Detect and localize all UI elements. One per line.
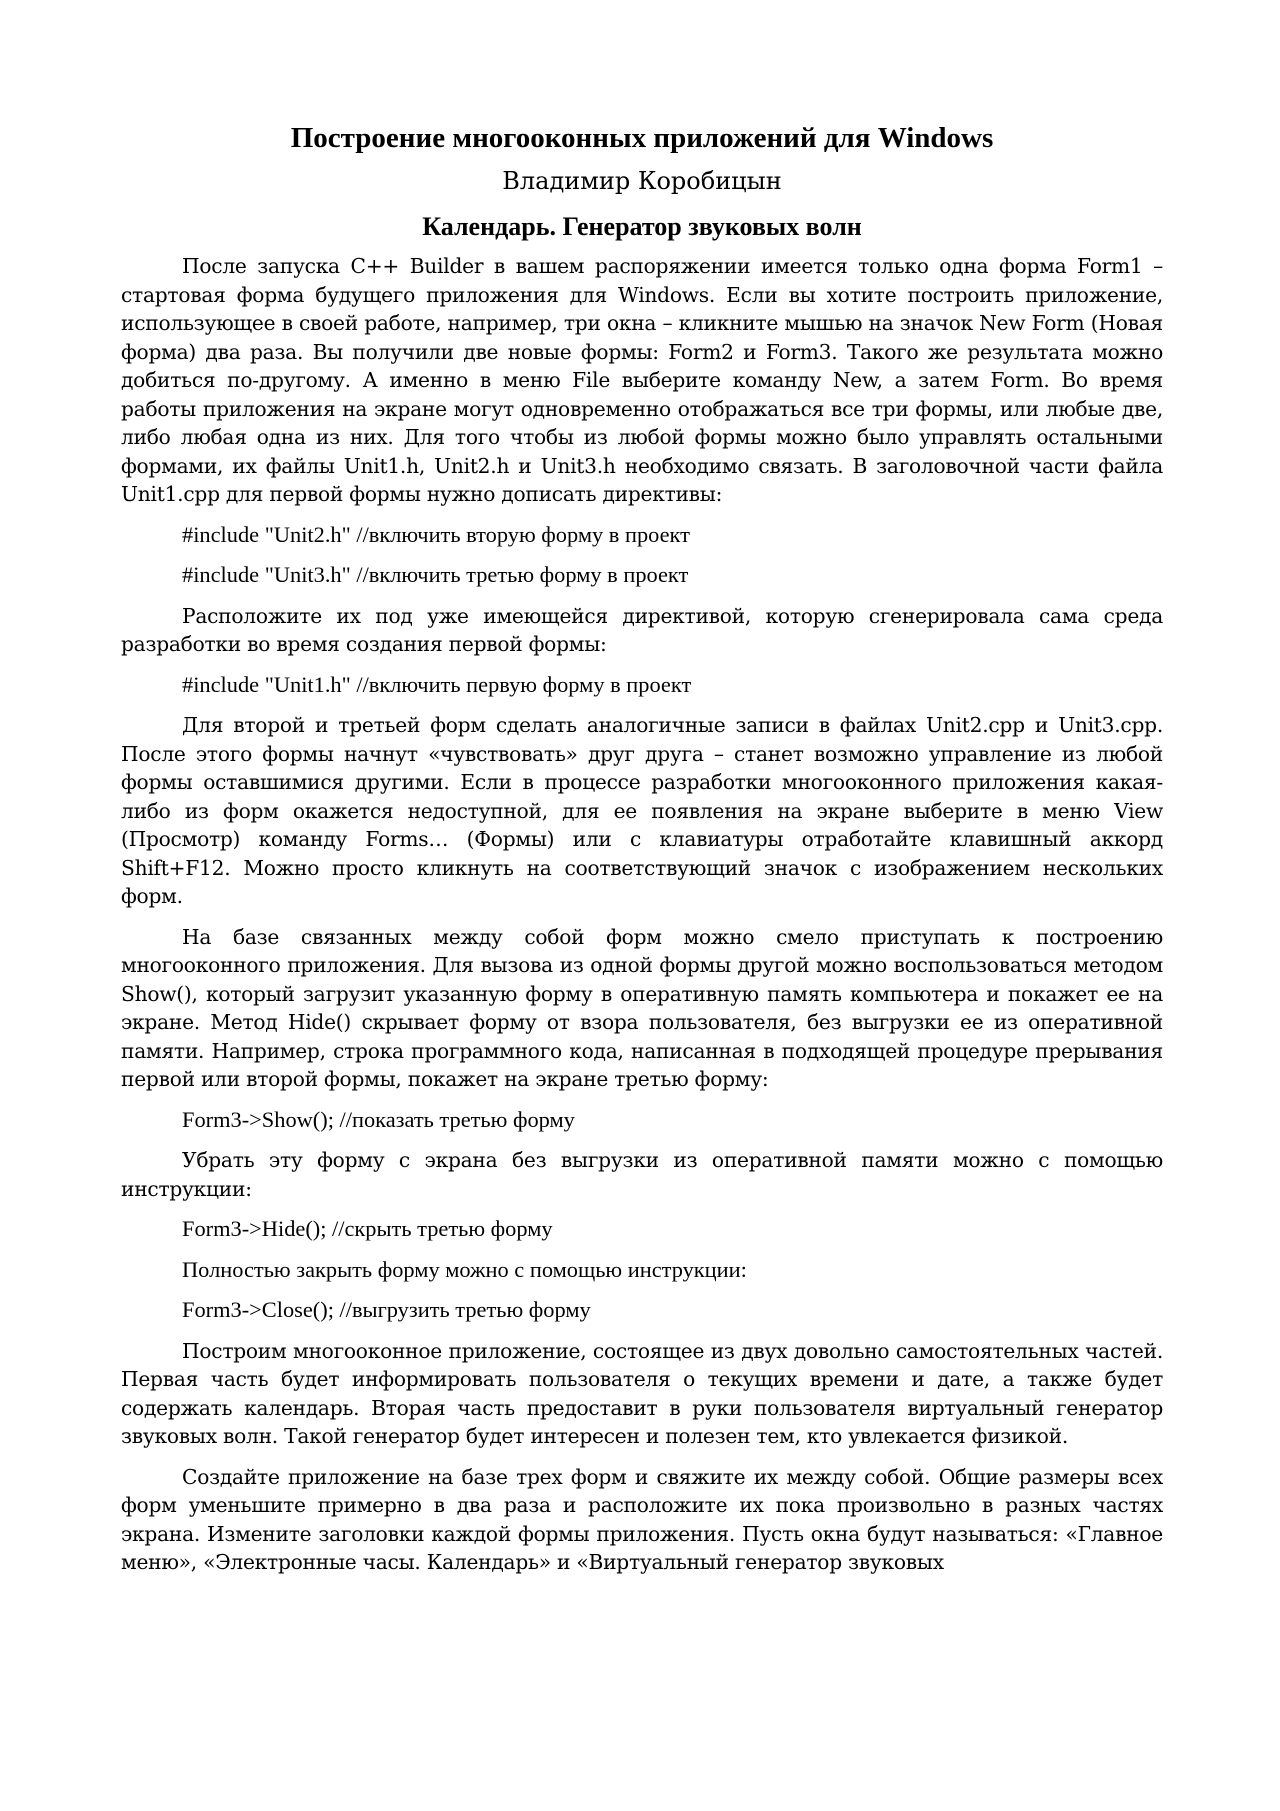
code-line: #include "Unit1.h" //включить первую форму в проект <box>182 671 692 697</box>
code-line: Form3->Close(); //выгрузить третью форму <box>182 1297 591 1322</box>
body-paragraph: Создайте приложение на базе трех форм и свяжите их между собой. Общие размеры всех форм уменьшите примерно в два раза и расположите их пока произвольно в разных частях экрана. Измените заголовки каждой формы приложения. Пусть окна будут называться: «Главное меню», «Электронные часы. Календарь» и «Виртуальный генератор звуковых <box>121 1464 1163 1574</box>
code-line: #include "Unit2.h" //включить вторую форму в проект <box>182 521 690 547</box>
code-line: Form3->Hide(); //скрыть третью форму <box>182 1216 553 1241</box>
document-title: Построение многооконных приложений для Windows <box>290 122 994 154</box>
body-paragraph: Расположите их под уже имеющейся директивой, которую сгенерировала сама среда разработки во время создания первой формы: <box>121 603 1163 656</box>
code-line: Form3->Show(); //показать третью форму <box>182 1106 575 1132</box>
document-page <box>121 118 1163 1589</box>
body-paragraph: Убрать эту форму с экрана без выгрузки из оперативной памяти можно с помощью инструкции: <box>121 1148 1163 1201</box>
section-title: Календарь. Генератор звуковых волн <box>422 212 862 241</box>
document-author: Владимир Коробицын <box>502 167 782 195</box>
body-paragraph: Для второй и третьей форм сделать аналогичные записи в файлах Unit2.cpp и Unit3.cpp. После этого формы начнут «чувствовать» друг друга – станет возможно управление из любой формы оставшимися другими. Если в процессе разработки многооконного приложения какая-либо из форм окажется недоступной, для ее появления на экране выберите в меню View (Просмотр) команду Forms… (Формы) или с клавиатуры отработайте клавишный аккорд Shift+F12. Можно просто кликнуть на соответствующий значок с изображением нескольких форм. <box>121 713 1163 908</box>
document-body <box>121 252 1163 1577</box>
code-line: Полностью закрыть форму можно с помощью инструкции: <box>182 1256 747 1282</box>
body-paragraph: После запуска C++ Builder в вашем распоряжении имеется только одна форма Form1 – стартовая форма будущего приложения для Windows. Если вы хотите построить приложение, использующее в своей работе, например, три окна – кликните мышью на значок New Form (Новая форма) два раза. Вы получили две новые формы: Form2 и Form3. Такого же результата можно добиться по-другому. А именно в меню File выберите команду New, а затем Form. Во время работы приложения на экране могут одновременно отображаться все три формы, или любые две, либо любая одна из них. Для того чтобы из любой формы можно было управлять остальными формами, их файлы Unit1.h, Unit2.h и Unit3.h необходимо связать. В заголовочной части файла Unit1.cpp для первой формы нужно дописать директивы: <box>121 254 1163 506</box>
body-paragraph: На базе связанных между собой форм можно смело приступать к построению многооконного приложения. Для вызова из одной формы другой можно воспользоваться методом Show(), который загрузит указанную форму в оперативную память компьютера и покажет ее на экране. Метод Hide() скрывает форму от взора пользователя, без выгрузки ее из оперативной памяти. Например, строка программного кода, написанная в подходящей процедуре прерывания первой или второй формы, покажет на экране третью форму: <box>121 924 1163 1091</box>
body-paragraph: Построим многооконное приложение, состоящее из двух довольно самостоятельных частей. Первая часть будет информировать пользователя о текущих времени и дате, а также будет содержать календарь. Вторая часть предоставит в руки пользователя виртуальный генератор звуковых волн. Такой генератор будет интересен и полезен тем, кто увлекается физикой. <box>121 1338 1163 1448</box>
code-line: #include "Unit3.h" //включить третью форму в проект <box>182 562 689 587</box>
